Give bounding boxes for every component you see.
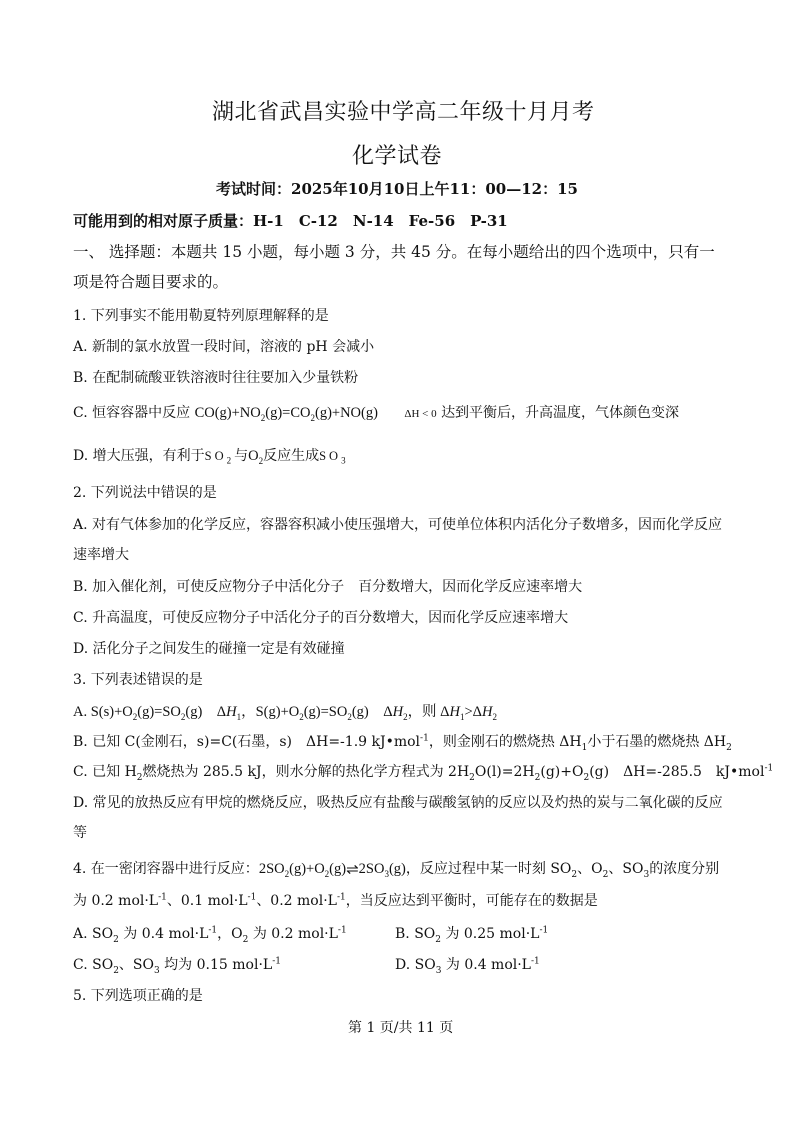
q3-b-prefix: B. 已知 C(金刚石，s)=C(石墨，s) ΔH=-1.9 kJ•mol xyxy=(73,734,421,750)
q1-d-so3: $SO_3$ xyxy=(319,449,349,466)
q4-option-b: B. $SO_2$ 为 0.25 $mol\cdot L^{-1}$ xyxy=(395,925,549,945)
q4-equation: $2SO_2(g)+O_2(g)\rightleftharpoons 2SO_3(g)$ xyxy=(258,861,406,879)
q4-b-label: B. SO xyxy=(395,926,436,942)
q3-c-mid: 燃烧热为 285.5 kJ，则水分解的热化学方程式为 2H xyxy=(142,764,470,780)
q3-option-d-line2: 等 xyxy=(73,825,87,841)
q1-c-equation: $CO(g)+NO_2(g)=CO_2(g)+NO(g)$ xyxy=(194,405,378,423)
q4-stem-end: 的浓度分别 xyxy=(649,861,720,877)
q1-c-prefix: C. 恒容容器中反应 xyxy=(73,405,191,421)
q4-stem-line1: 4. 在一密闭容器中进行反应：$2SO_2(g)+O_2(g)\rightleftharpoons 2SO_3(g)$，反应过程中某一时刻 $SO_2$、$O_2$、$SO_3$的浓度分别 xyxy=(73,861,720,880)
q1-d-so2: $SO_2$ xyxy=(204,449,235,466)
q1-c-suffix: 达到平衡后，升高温度，气体颜色变深 xyxy=(441,405,680,421)
q1-option-c xyxy=(73,402,679,422)
q1-option-d xyxy=(73,445,349,465)
q3-option-a: A. $S(s)+O_2(g)=SO_2(g)$ $\Delta H_1$，$S(g)+O_2(g)=SO_2(g)$ $\Delta H_2$，则 $\Delta H_1>\Delta H_2$ xyxy=(73,704,497,722)
q4-a-label: A. SO xyxy=(73,926,114,942)
atomic-mass-line: 可能用到的相对原子质量：H-1 C-12 N-14 Fe-56 P-31 xyxy=(73,212,508,230)
q4-line2-prefix: 为 0.2 mol·L xyxy=(73,893,159,909)
q3-c-dh: (g) ΔH=-285.5 kJ•mol xyxy=(589,764,765,780)
exam-subtitle: 化学试卷 xyxy=(352,144,443,169)
q1-option-a: A. 新制的氯水放置一段时间，溶液的 pH 会减小 xyxy=(73,339,375,355)
q3-b-end: 小于石墨的燃烧热 ΔH xyxy=(587,734,727,750)
q3-b-suffix: ，则金刚石的燃烧热 ΔH xyxy=(428,734,582,750)
q1-d-mid2: 反应生成 xyxy=(263,448,320,464)
q4-stem-prefix: 4. 在一密闭容器中进行反应： xyxy=(73,861,259,877)
section1-line1: 一、 选择题：本题共 15 小题，每小题 3 分，共 45 分。在每小题给出的四个选项中，只有一 xyxy=(73,243,715,261)
exam-title: 湖北省武昌实验中学高二年级十月月考 xyxy=(212,100,595,125)
q2-option-d: D. 活化分子之间发生的碰撞一定是有效碰撞 xyxy=(73,641,345,657)
q1-d-prefix: D. 增大压强，有利于 xyxy=(73,448,205,464)
q3-option-d-line1: D. 常见的放热反应有甲烷的燃烧反应，吸热反应有盐酸与碳酸氢钠的反应以及灼热的炭与二氧化碳的反应 xyxy=(73,795,723,811)
q3-option-c: C. 已知 $H_2$燃烧热为 285.5 kJ，则水分解的热化学方程式为 $2H_2O(l)=2H_2(g)+O_2(g)$ ΔH=-285.5 kJ•mol$^{-1}$ xyxy=(73,763,774,783)
exam-time: 考试时间：2025年10月10日上午11：00—12：15 xyxy=(216,180,578,198)
q4-stem-suffix: ，反应过程中某一时刻 SO xyxy=(405,861,572,877)
q4-c-label: C. SO xyxy=(73,957,114,973)
q2-option-b: B. 加入催化剂，可使反应物分子中活化分子 百分数增大，因而化学反应速率增大 xyxy=(73,579,583,595)
q5-stem: 5. 下列选项正确的是 xyxy=(73,988,203,1004)
q1-stem: 1. 下列事实不能用勒夏特列原理解释的是 xyxy=(73,308,329,324)
q4-option-c: C. $SO_2$、$SO_3$ 均为 0.15 $mol\cdot L^{-1}$ xyxy=(73,956,281,976)
q3-c-eq2: (g)+O xyxy=(540,764,584,780)
q4-option-d: D. $SO_3$ 为 0.4 $mol\cdot L^{-1}$ xyxy=(395,956,540,976)
q3-option-b: B. 已知 C(金刚石，s)=C(石墨，s) ΔH=-1.9 kJ•mol$^{-1}$，则金刚石的燃烧热 $\Delta H_1$小于石墨的燃烧热 $\Delta H_2$ xyxy=(73,733,732,753)
q3-c-prefix: C. 已知 H xyxy=(73,764,137,780)
q1-d-mid1: 与 xyxy=(234,448,249,464)
q2-option-a-line2: 速率增大 xyxy=(73,547,129,563)
q2-stem: 2. 下列说法中错误的是 xyxy=(73,485,217,501)
q1-d-o2: $O_2$ xyxy=(248,448,264,466)
q3-c-eq: O(l)=2H xyxy=(474,764,535,780)
q1-c-dh: ΔH < 0 xyxy=(404,408,437,420)
q4-option-a: A. $SO_2$ 为 0.4 $mol\cdot L^{-1}$，$O_2$ 为 0.2 $mol\cdot L^{-1}$ xyxy=(73,925,347,945)
q4-d-label: D. SO xyxy=(395,957,436,973)
page-footer: 第 1 页/共 11 页 xyxy=(348,1020,454,1036)
q3-stem: 3. 下列表述错误的是 xyxy=(73,672,203,688)
q2-option-c: C. 升高温度，可使反应物分子中活化分子的百分数增大，因而化学反应速率增大 xyxy=(73,610,569,626)
q2-option-a-line1: A. 对有气体参加的化学反应，容器容积减小使压强增大，可使单位体积内活化分子数增多，因而化学反应 xyxy=(73,517,723,533)
q1-option-b: B. 在配制硫酸亚铁溶液时往往要加入少量铁粉 xyxy=(73,370,359,386)
section1-line2: 项是符合题目要求的。 xyxy=(73,273,229,291)
q4-stem-line2: 为 0.2 $mol\cdot L^{-1}$、0.1 $mol\cdot L^{-1}$、0.2 $mol\cdot L^{-1}$，当反应达到平衡时，可能存在的数据是 xyxy=(73,892,598,909)
